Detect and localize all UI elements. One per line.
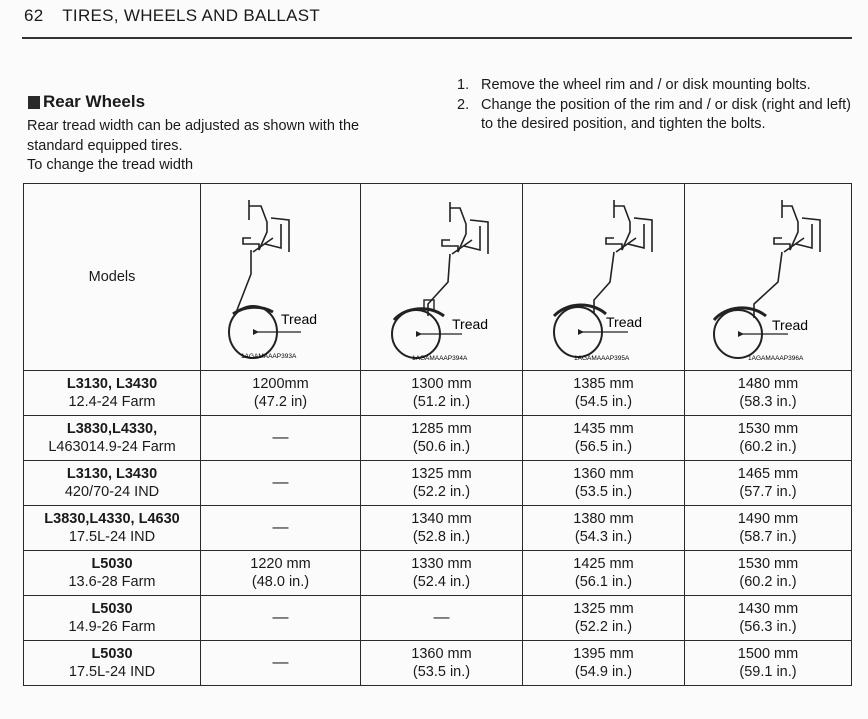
tread-inches: (48.0 in.) bbox=[251, 574, 310, 590]
tread-inches: (53.5 in.) bbox=[412, 664, 471, 680]
model-name: L3830,L4330, bbox=[66, 421, 158, 437]
model-cell bbox=[24, 641, 201, 686]
table-header-row bbox=[24, 184, 852, 371]
tread-width-cell bbox=[201, 371, 361, 416]
tread-inches: (59.1 in.) bbox=[739, 664, 797, 680]
tread-label: Tread bbox=[280, 311, 317, 327]
tread-width-cell bbox=[361, 371, 523, 416]
tread-mm: — bbox=[272, 474, 289, 491]
table-row bbox=[24, 506, 852, 551]
table-row bbox=[24, 461, 852, 506]
wheel-position-3-diagram-icon bbox=[544, 192, 664, 362]
tread-label: Tread bbox=[605, 314, 642, 330]
tread-inches: (54.9 in.) bbox=[574, 664, 633, 680]
tread-mm: 1530 mm bbox=[737, 421, 799, 437]
tire-size: 17.5L-24 IND bbox=[68, 664, 156, 680]
tread-inches: (56.1 in.) bbox=[574, 574, 633, 590]
model-cell bbox=[24, 416, 201, 461]
diagram-code: 1AGAMAAAP394A bbox=[411, 355, 467, 362]
tread-mm: 1500 mm bbox=[737, 646, 799, 662]
tread-inches: (57.7 in.) bbox=[739, 484, 797, 500]
tread-inches: (51.2 in.) bbox=[412, 394, 471, 410]
diagram-code: 1AGAMAAAP396A bbox=[748, 355, 804, 362]
tread-width-cell bbox=[685, 551, 852, 596]
tread-mm: 1200mm bbox=[252, 376, 309, 392]
tread-inches: (53.5 in.) bbox=[574, 484, 633, 500]
tread-inches: (56.5 in.) bbox=[574, 439, 633, 455]
section-title: Rear Wheels bbox=[43, 92, 146, 111]
tire-size: 17.5L-24 IND bbox=[68, 529, 156, 545]
tread-inches: (54.3 in.) bbox=[574, 529, 633, 545]
tread-mm: 1380 mm bbox=[573, 511, 634, 527]
tread-mm: 1360 mm bbox=[573, 466, 634, 482]
tread-mm: — bbox=[272, 609, 289, 626]
model-name: L3130, L3430 bbox=[66, 466, 158, 482]
tread-width-cell bbox=[201, 551, 361, 596]
tread-inches: (47.2 in) bbox=[253, 394, 308, 410]
tread-mm: 1385 mm bbox=[573, 376, 634, 392]
tire-size: L463014.9-24 Farm bbox=[48, 439, 176, 455]
step-number: 2. bbox=[457, 96, 470, 113]
tread-inches: (54.5 in.) bbox=[574, 394, 633, 410]
tread-width-cell bbox=[523, 551, 685, 596]
page-header-title: TIRES, WHEELS AND BALLAST bbox=[62, 6, 321, 25]
tread-inches: (60.2 in.) bbox=[739, 439, 797, 455]
tread-width-cell bbox=[201, 641, 361, 686]
square-bullet-icon bbox=[28, 96, 40, 109]
tread-width-cell bbox=[201, 596, 361, 641]
step-item bbox=[457, 96, 857, 135]
tread-width-cell bbox=[361, 641, 523, 686]
diagram-cell bbox=[523, 184, 685, 371]
tread-mm: 1325 mm bbox=[573, 601, 634, 617]
tread-width-cell bbox=[201, 416, 361, 461]
diagram-cell bbox=[685, 184, 852, 371]
tread-mm: 1480 mm bbox=[737, 376, 799, 392]
tread-width-cell bbox=[523, 371, 685, 416]
wheel-position-4-diagram-icon bbox=[708, 192, 828, 362]
tread-mm: 1425 mm bbox=[573, 556, 634, 572]
tread-label: Tread bbox=[772, 317, 809, 333]
tread-width-cell bbox=[523, 416, 685, 461]
tread-inches: (52.2 in.) bbox=[412, 484, 471, 500]
tread-width-cell bbox=[361, 596, 523, 641]
tire-size: 12.4-24 Farm bbox=[68, 394, 156, 410]
tread-mm: — bbox=[272, 429, 289, 446]
model-cell bbox=[24, 551, 201, 596]
model-cell bbox=[24, 506, 201, 551]
intro-subheading: To change the tread width bbox=[27, 157, 194, 173]
step-item bbox=[457, 76, 857, 96]
tread-mm: 1325 mm bbox=[411, 466, 472, 482]
page-number: 62 bbox=[24, 6, 44, 25]
tread-width-cell bbox=[523, 596, 685, 641]
tread-width-table bbox=[23, 183, 852, 686]
step-text: Remove the wheel rim and / or disk mounting bolts. bbox=[481, 77, 811, 93]
model-cell bbox=[24, 371, 201, 416]
intro-paragraph: Rear tread width can be adjusted as shown with the standard equipped tires. bbox=[27, 118, 360, 154]
tread-mm: 1340 mm bbox=[411, 511, 472, 527]
tread-inches: (56.3 in.) bbox=[739, 619, 797, 635]
tread-mm: 1465 mm bbox=[737, 466, 799, 482]
tire-size: 14.9-26 Farm bbox=[68, 619, 156, 635]
tread-width-cell bbox=[361, 416, 523, 461]
model-name: L5030 bbox=[91, 601, 133, 617]
section-heading bbox=[28, 92, 145, 112]
table-row bbox=[24, 371, 852, 416]
model-cell bbox=[24, 596, 201, 641]
table-row bbox=[24, 596, 852, 641]
tread-inches: (52.2 in.) bbox=[574, 619, 633, 635]
tread-width-cell bbox=[685, 641, 852, 686]
tread-width-cell bbox=[685, 371, 852, 416]
step-number: 1. bbox=[457, 77, 470, 93]
model-name: L3830,L4330, L4630 bbox=[44, 511, 180, 527]
tread-label: Tread bbox=[451, 316, 488, 332]
tread-mm: 1490 mm bbox=[737, 511, 799, 527]
tread-mm: 1360 mm bbox=[411, 646, 472, 662]
tread-inches: (50.6 in.) bbox=[412, 439, 471, 455]
tread-mm: 1530 mm bbox=[737, 556, 799, 572]
tread-mm: 1395 mm bbox=[573, 646, 634, 662]
tread-width-cell bbox=[201, 461, 361, 506]
tread-mm: 1220 mm bbox=[250, 556, 311, 572]
model-name: L3130, L3430 bbox=[66, 376, 158, 392]
steps-list bbox=[457, 76, 857, 135]
tread-width-cell bbox=[201, 506, 361, 551]
tread-width-cell bbox=[523, 461, 685, 506]
tread-mm: — bbox=[272, 519, 289, 536]
tread-width-cell bbox=[685, 506, 852, 551]
tread-width-cell bbox=[685, 416, 852, 461]
table-row bbox=[24, 416, 852, 461]
tread-mm: 1300 mm bbox=[411, 376, 472, 392]
tread-width-cell bbox=[361, 461, 523, 506]
tread-width-cell bbox=[685, 461, 852, 506]
tread-width-cell bbox=[361, 551, 523, 596]
diagram-code: 1AGAMAAAP393A bbox=[240, 353, 296, 360]
tread-width-cell bbox=[523, 641, 685, 686]
tread-inches: (52.4 in.) bbox=[412, 574, 471, 590]
step-text: Change the position of the rim and / or disk (right and left) to the desired position, and tighten the bolts. bbox=[481, 96, 851, 132]
models-header: Models bbox=[24, 184, 201, 371]
tread-mm: — bbox=[272, 654, 289, 671]
tread-width-cell bbox=[685, 596, 852, 641]
tread-inches: (60.2 in.) bbox=[739, 574, 797, 590]
header-rule bbox=[22, 37, 852, 39]
intro-text bbox=[27, 117, 417, 176]
tread-mm: 1330 mm bbox=[411, 556, 472, 572]
diagram-cell bbox=[361, 184, 523, 371]
tire-size: 420/70-24 IND bbox=[64, 484, 160, 500]
model-name: L5030 bbox=[91, 646, 133, 662]
model-name: L5030 bbox=[91, 556, 133, 572]
page-header bbox=[24, 6, 320, 26]
tread-inches: (58.3 in.) bbox=[739, 394, 797, 410]
wheel-position-1-diagram-icon bbox=[221, 192, 341, 362]
tread-inches: (58.7 in.) bbox=[739, 529, 797, 545]
tread-width-cell bbox=[361, 506, 523, 551]
table-row bbox=[24, 551, 852, 596]
table-row bbox=[24, 641, 852, 686]
diagram-cell bbox=[201, 184, 361, 371]
tread-mm: — bbox=[433, 609, 450, 626]
model-cell bbox=[24, 461, 201, 506]
wheel-position-2-diagram-icon bbox=[382, 192, 502, 362]
tire-size: 13.6-28 Farm bbox=[68, 574, 156, 590]
tread-mm: 1285 mm bbox=[411, 421, 472, 437]
tread-mm: 1430 mm bbox=[737, 601, 799, 617]
tread-width-cell bbox=[523, 506, 685, 551]
tread-inches: (52.8 in.) bbox=[412, 529, 471, 545]
diagram-code: 1AGAMAAAP395A bbox=[573, 355, 629, 362]
tread-mm: 1435 mm bbox=[573, 421, 634, 437]
